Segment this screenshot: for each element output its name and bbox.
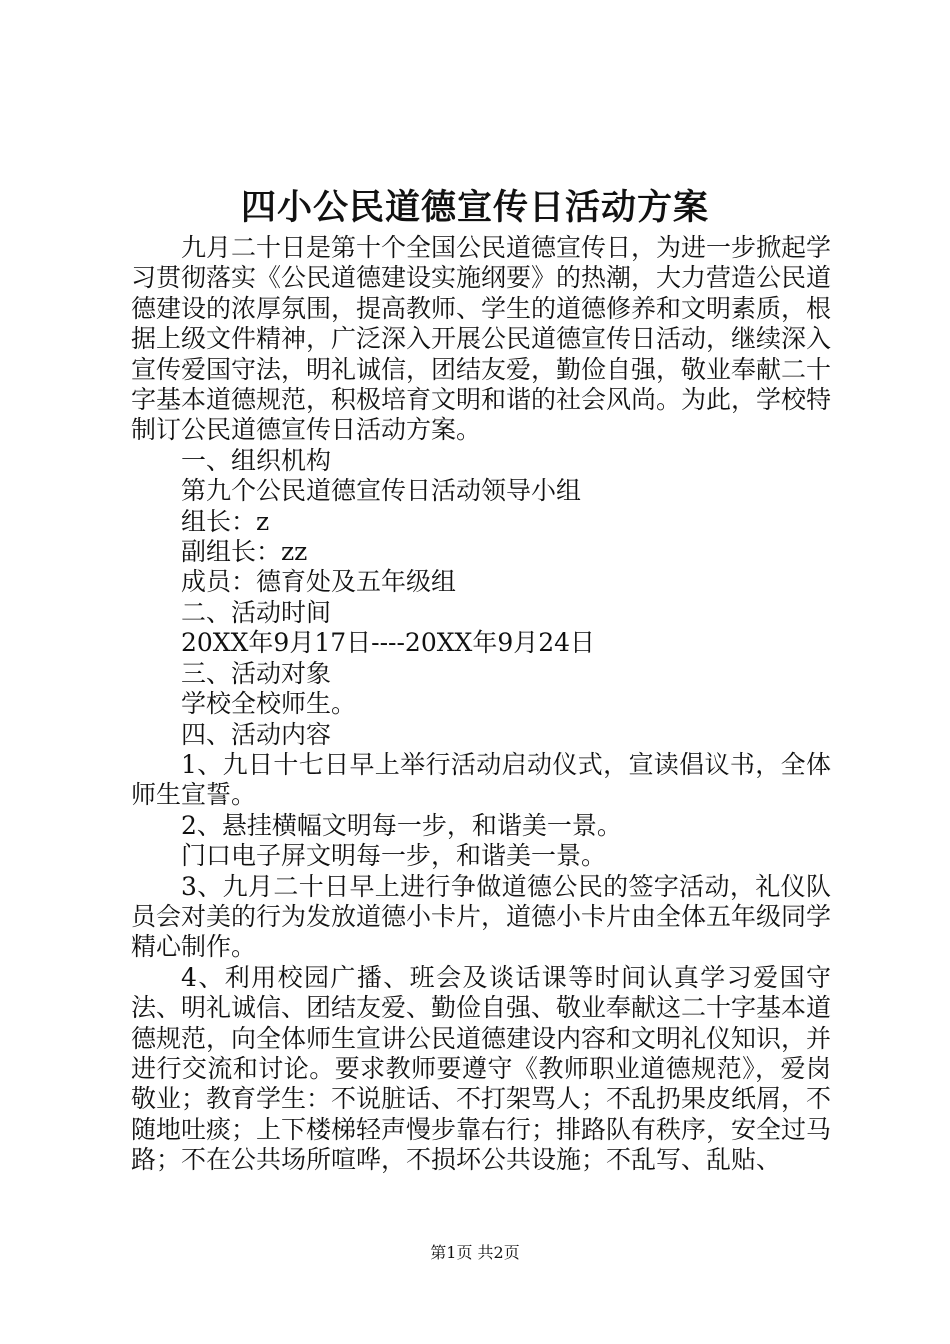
group-leader-line: 组长：z — [181, 506, 270, 536]
content-item-2-screen: 门口电子屏文明每一步，和谐美一景。 — [181, 841, 607, 871]
page-footer: 第1页 共2页 — [430, 1243, 520, 1262]
intro-paragraph: 九月二十日是第十个全国公民道德宣传日，为进一步掀起学习贯彻落实《公民道德建设实施纲要》的热潮，大力营造公民道德建设的浓厚氛围，提高教师、学生的道德修养和文明素质，根据上级文件精神，广泛深入开展公民道德宣传日活动，继续深入宣传爱国守法，明礼诚信，团结友爱，勤俭自强，敬业奉献二十字基本道德规范，积极培育文明和谐的社会风尚。为此，学校特制订公民道德宣传日活动方案。 — [131, 233, 832, 445]
activity-date-range: 20XX年9月17日----20XX年9月24日 — [181, 628, 596, 658]
document-body — [131, 233, 831, 1176]
section-heading-content: 四、活动内容 — [181, 719, 332, 749]
content-item-1: 1、九日十七日早上举行活动启动仪式，宣读倡议书，全体师生宣誓。 — [131, 749, 831, 810]
deputy-leader-line: 副组长：zz — [181, 537, 308, 567]
content-item-4: 4、利用校园广播、班会及谈话课等时间认真学习爱国守法、明礼诚信、团结友爱、勤俭自强、敬业奉献这二十字基本道德规范，向全体师生宣讲公民道德建设内容和文明礼仪知识，并进行交流和讨论。要求教师要遵守《教师职业道德规范》，爱岗敬业；教育学生：不说脏话、不打架骂人；不乱扔果皮纸屑，不随地吐痰；上下楼梯轻声慢步靠右行；排路队有秩序，安全过马路；不在公共场所喧哗，不损坏公共设施；不乱写、乱贴、 — [131, 962, 832, 1175]
section-heading-organization: 一、组织机构 — [181, 445, 332, 475]
section-heading-participants: 三、活动对象 — [181, 658, 332, 688]
section-heading-time: 二、活动时间 — [181, 597, 332, 627]
members-line: 成员：德育处及五年级组 — [181, 567, 457, 597]
participants-line: 学校全校师生。 — [181, 689, 357, 719]
content-item-3: 3、九月二十日早上进行争做道德公民的签字活动，礼仪队员会对美的行为发放道德小卡片，道德小卡片由全体五年级同学精心制作。 — [131, 871, 832, 962]
content-item-2: 2、悬挂横幅文明每一步，和谐美一景。 — [181, 810, 622, 840]
leadership-group-line: 第九个公民道德宣传日活动领导小组 — [181, 476, 582, 506]
document-title: 四小公民道德宣传日活动方案 — [240, 187, 709, 228]
